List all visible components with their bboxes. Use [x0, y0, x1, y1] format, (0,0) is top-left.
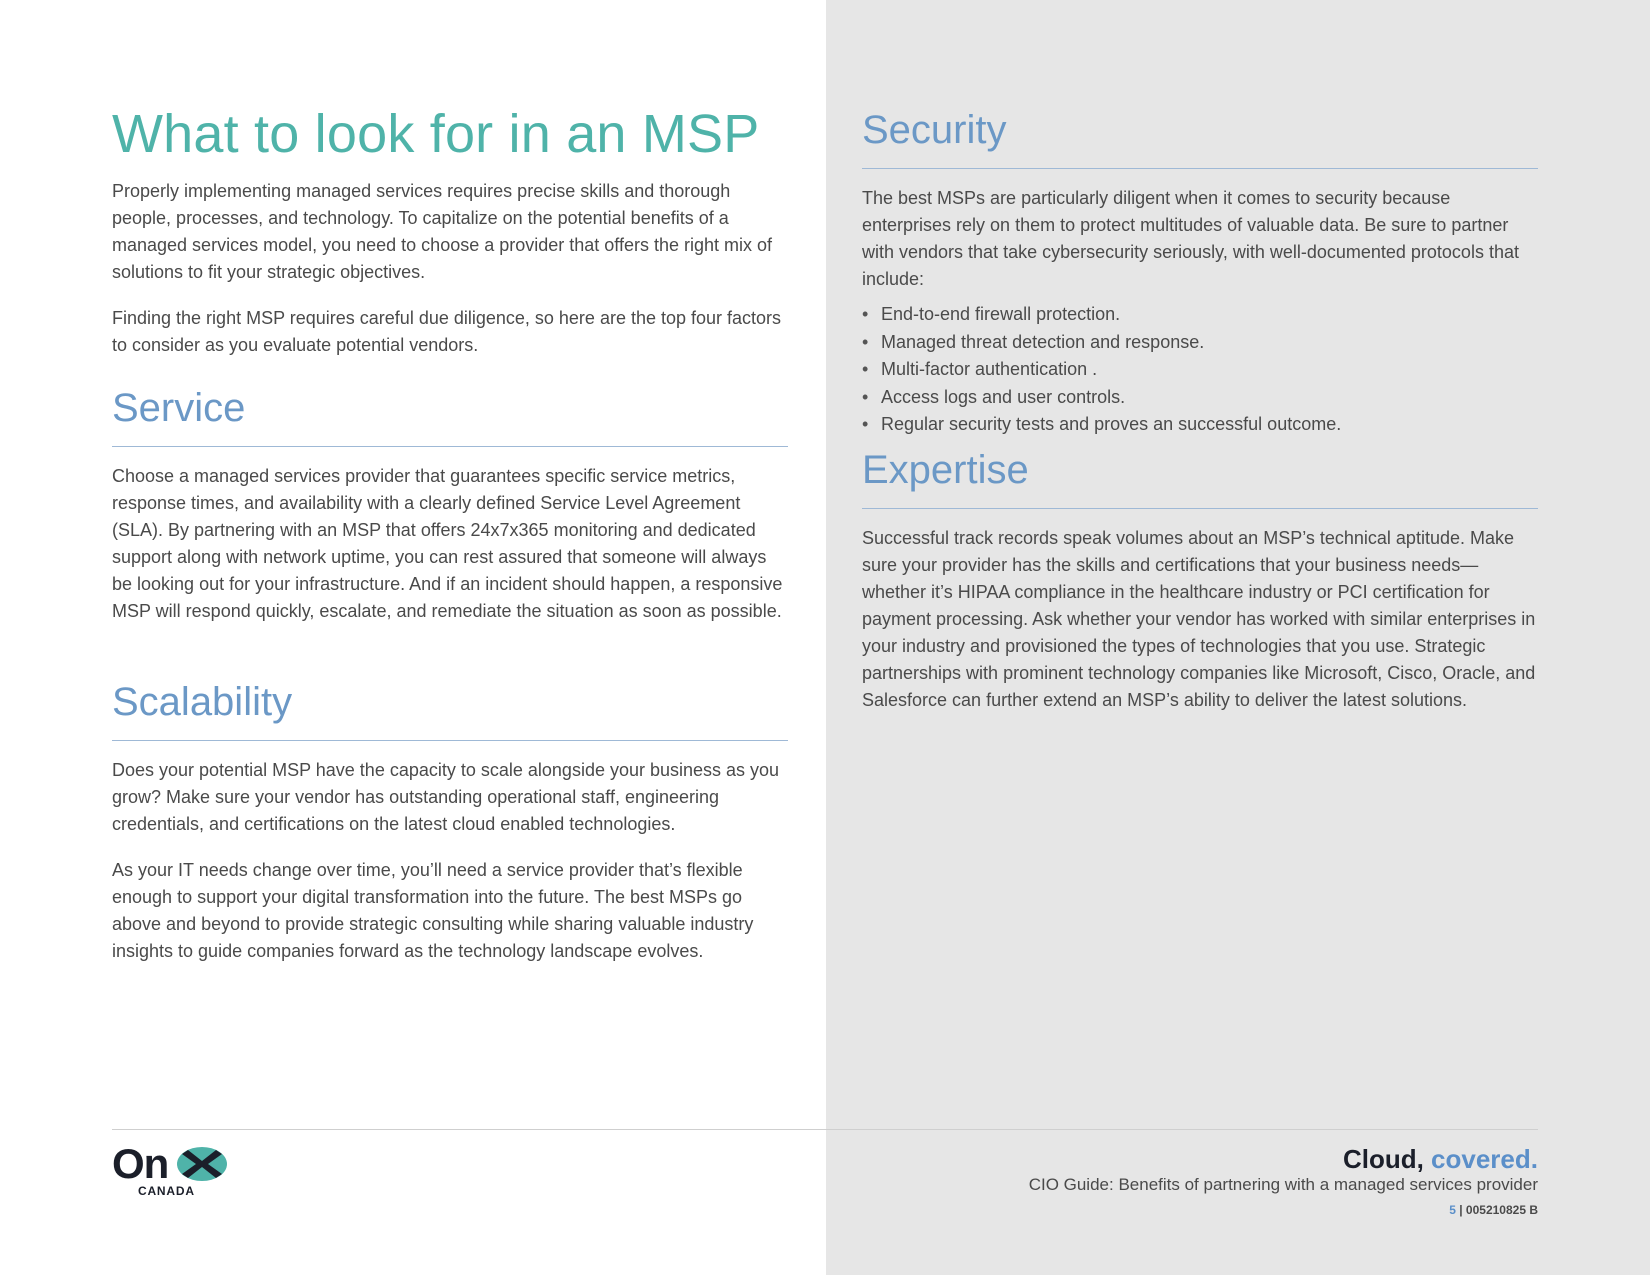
section-divider [862, 168, 1538, 169]
expertise-section [862, 446, 1538, 714]
section-divider [112, 740, 788, 741]
tagline-accent: covered. [1431, 1144, 1538, 1174]
service-section [112, 384, 788, 625]
intro-paragraph: Properly implementing managed services requires precise skills and thorough people, processes, and technology. To capitalize on the potential benefits of a managed services model, you need to choose a provider that offers the right mix of solutions to fit your strategic objectives. [112, 181, 773, 282]
footer-divider [112, 1129, 1538, 1130]
page-reference [1449, 1203, 1538, 1217]
section-divider [862, 508, 1538, 509]
document-title: CIO Guide: Benefits of partnering with a managed services provider [1028, 1175, 1538, 1194]
section-heading-service: Service [112, 386, 246, 430]
scalability-paragraph: Does your potential MSP have the capacity to scale alongside your business as you grow? Make sure your vendor has outstanding operational staff, engineering credentials, and certifications on the latest cloud enabled technologies. [112, 760, 780, 834]
scalability-section [112, 678, 788, 965]
security-section [862, 106, 1538, 439]
section-heading-security: Security [862, 108, 1007, 152]
service-paragraph: Choose a managed services provider that guarantees specific service metrics, response times, and availability with a clearly defined Service Level Agreement (SLA). By partnering with an MSP that offers 24x7x365 monitoring and dedicated support along with network uptime, you can rest assured that someone will always be looking out for your infrastructure. And if an incident should happen, a responsive MSP will respond quickly, escalate, and remediate the situation as soon as possible. [112, 466, 783, 621]
page-title: What to look for in an MSP [112, 104, 760, 164]
security-paragraph: The best MSPs are particularly diligent when it comes to security because enterprises rely on them to protect multitudes of valuable data. Be sure to partner with vendors that take cybersecurity seriously, with well-documented protocols that include: [862, 188, 1519, 289]
onx-logo [112, 1140, 232, 1200]
list-item: • End-to-end firewall protection. [862, 301, 1538, 329]
logo-wordmark: On [112, 1140, 169, 1187]
section-divider [112, 446, 788, 447]
tagline-main: Cloud, [1342, 1144, 1424, 1174]
page-separator: | [1459, 1203, 1463, 1217]
document-code: 005210825 B [1465, 1203, 1538, 1217]
logo-subtitle: CANADA [138, 1184, 195, 1198]
intro-section [112, 178, 788, 359]
expertise-paragraph: Successful track records speak volumes about an MSP’s technical aptitude. Make sure your provider has the skills and certifications that your business needs—whether it’s HIPAA compliance in the healthcare industry or PCI certification for payment processing. Ask whether your vendor has worked with similar enterprises in your industry and provisioned the types of technologies that you use. Strategic partnerships with prominent technology companies like Microsoft, Cisco, Oracle, and Salesforce can further extend an MSP’s ability to deliver the latest solutions. [862, 528, 1536, 710]
intro-paragraph: Finding the right MSP requires careful due diligence, so here are the top four factors to consider as you evaluate potential vendors. [112, 308, 782, 355]
section-heading-scalability: Scalability [112, 680, 293, 724]
list-item: • Regular security tests and proves an successful outcome. [862, 411, 1538, 439]
security-protocol-list [862, 301, 1538, 439]
tagline [1343, 1144, 1538, 1175]
list-item: • Managed threat detection and response. [862, 329, 1538, 357]
page-number: 5 [1449, 1203, 1456, 1217]
scalability-paragraph: As your IT needs change over time, you’ll need a service provider that’s flexible enough to support your digital transformation into the future. The best MSPs go above and beyond to provide strategic consulting while sharing valuable industry insights to guide companies forward as the technology landscape evolves. [112, 860, 754, 961]
section-heading-expertise: Expertise [862, 448, 1029, 492]
x-mark-icon [176, 1144, 228, 1184]
list-item: • Multi-factor authentication . [862, 356, 1538, 384]
list-item: • Access logs and user controls. [862, 384, 1538, 412]
